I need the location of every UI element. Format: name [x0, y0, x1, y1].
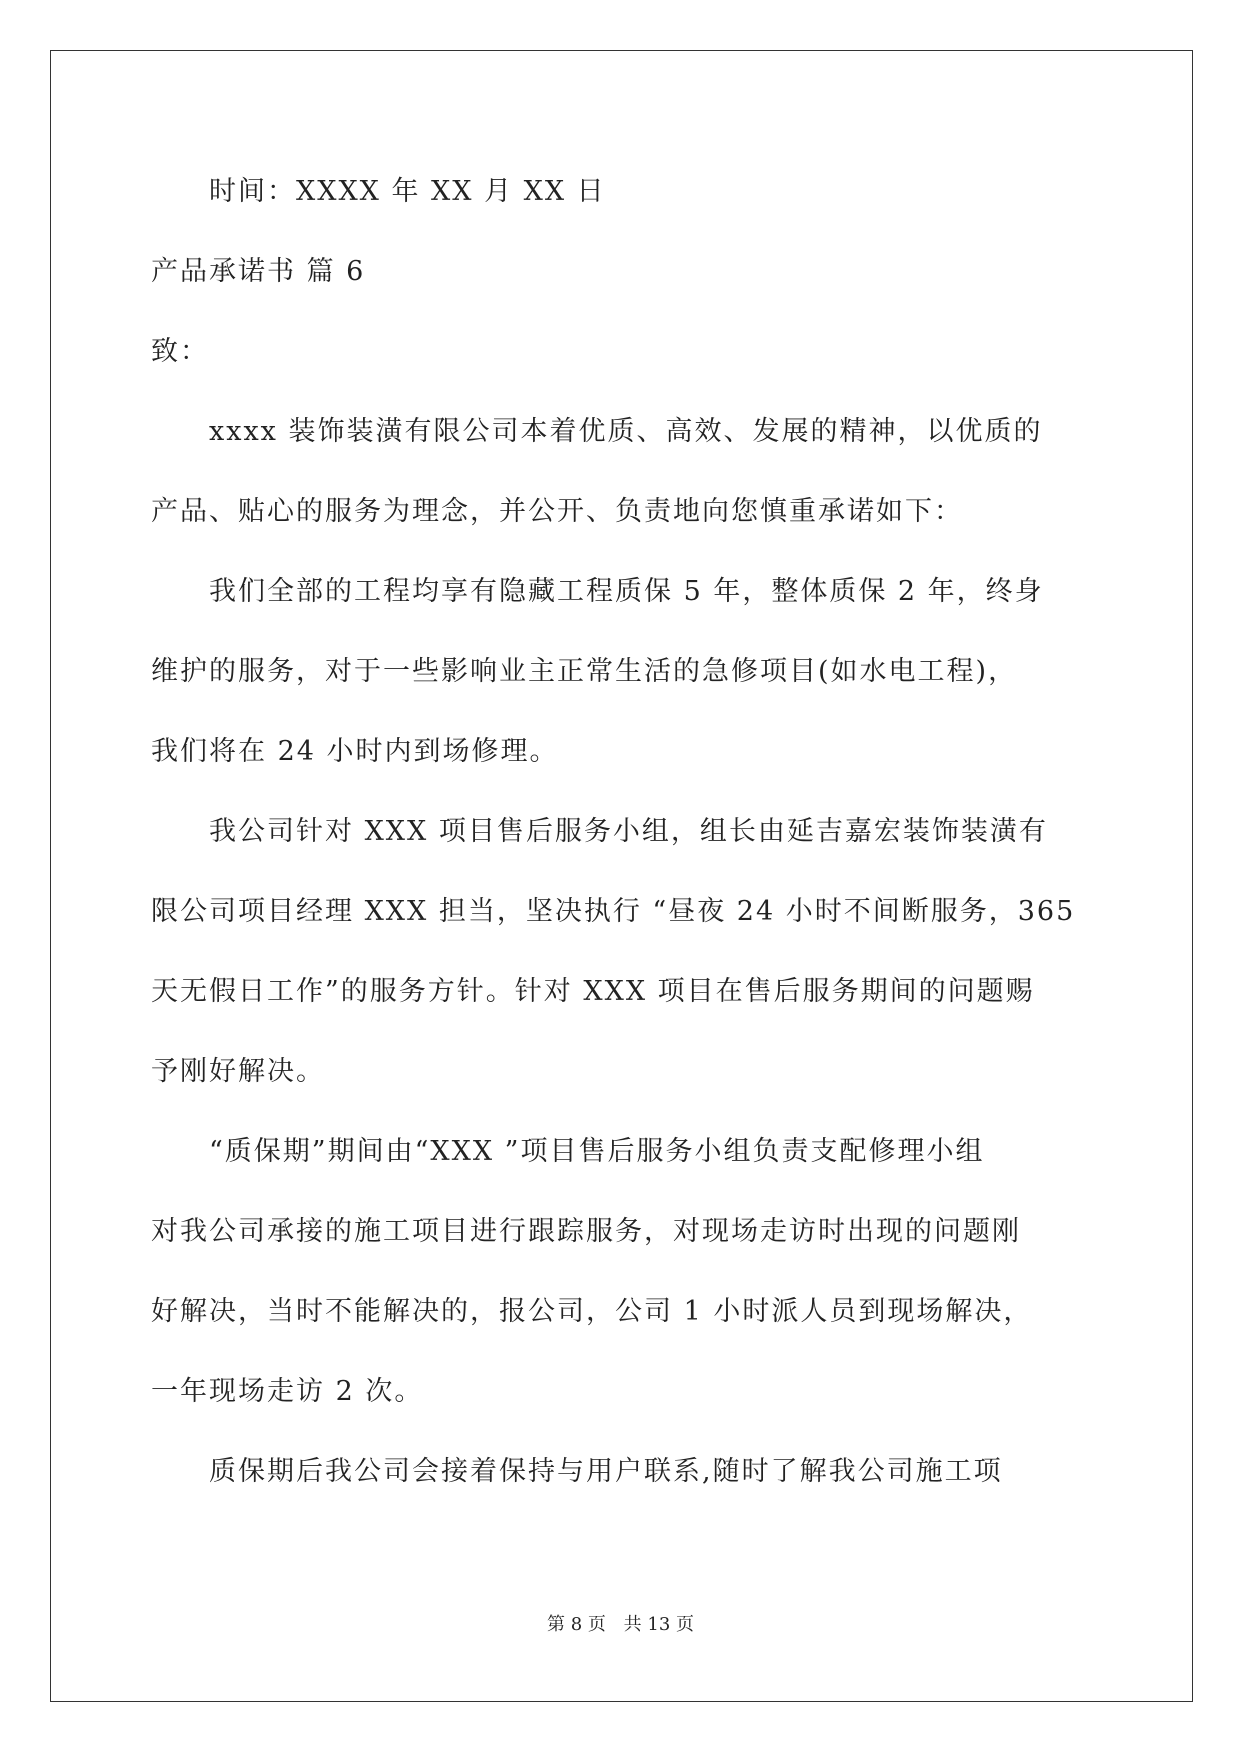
text-line-date: 时间：XXXX 年 XX 月 XX 日 [151, 176, 606, 207]
text-line: 一年现场走访 2 次。 [151, 1376, 424, 1407]
text-line: 我们全部的工程均享有隐藏工程质保 5 年，整体质保 2 年，终身 [151, 576, 1044, 607]
page-border [50, 50, 1193, 1702]
section-heading: 产品承诺书 篇 6 [151, 256, 366, 287]
page-number: 第 8 页 [547, 1614, 606, 1635]
text-line: 我公司针对 XXX 项目售后服务小组，组长由延吉嘉宏装饰装潢有 [151, 816, 1048, 847]
text-line: 维护的服务，对于一些影响业主正常生活的急修项目(如水电工程)， [151, 656, 1018, 687]
text-line: 对我公司承接的施工项目进行跟踪服务，对现场走访时出现的问题刚 [151, 1216, 1021, 1247]
page-total: 共 13 页 [623, 1614, 694, 1635]
text-line: 好解决，当时不能解决的，报公司，公司 1 小时派人员到现场解决， [151, 1296, 1033, 1327]
page-footer [0, 1610, 1241, 1636]
text-line: 天无假日工作”的服务方针。针对 XXX 项目在售后服务期间的问题赐 [151, 976, 1035, 1007]
text-line: “质保期”期间由“XXX ”项目售后服务小组负责支配修理小组 [151, 1136, 985, 1167]
text-line: 予刚好解决。 [151, 1056, 325, 1087]
text-line: 产品、贴心的服务为理念，并公开、负责地向您慎重承诺如下： [151, 496, 963, 527]
text-line: 质保期后我公司会接着保持与用户联系,随时了解我公司施工项 [151, 1456, 1003, 1487]
text-line: 我们将在 24 小时内到场修理。 [151, 736, 559, 767]
text-line-recipient: 致： [151, 336, 209, 367]
text-line: xxxx 装饰装潢有限公司本着优质、高效、发展的精神，以优质的 [151, 416, 1043, 447]
text-line: 限公司项目经理 XXX 担当，坚决执行 “昼夜 24 小时不间断服务，365 [151, 896, 1076, 927]
